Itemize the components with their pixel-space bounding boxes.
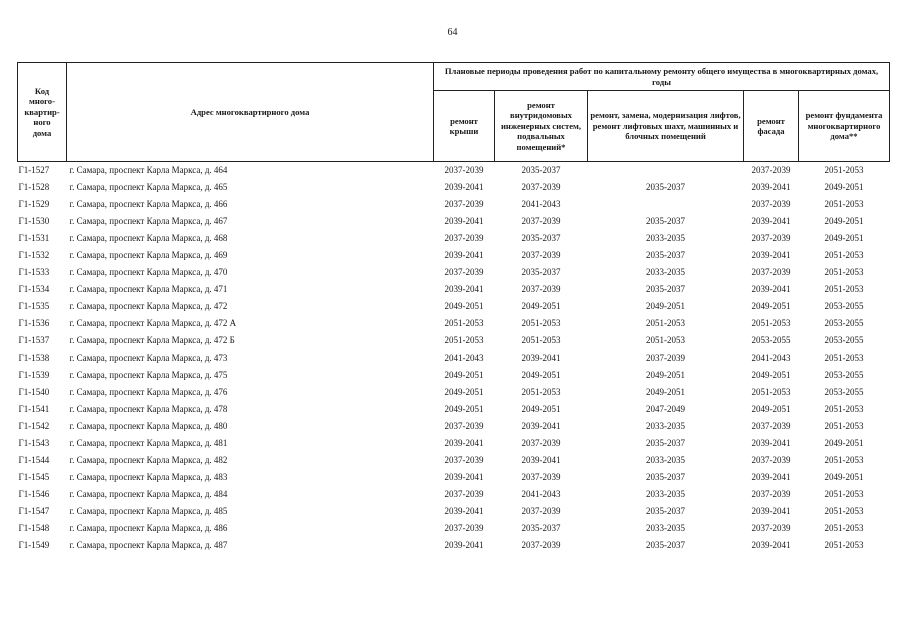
- cell-systems: 2035-2037: [495, 162, 588, 180]
- cell-roof: 2039-2041: [444, 505, 484, 516]
- cell-code: Г1-1548: [18, 523, 50, 533]
- cell-foundation: 2049-2051: [824, 437, 864, 448]
- cell-roof: 2037-2039: [444, 267, 484, 278]
- cell-address: г. Самара, проспект Карла Маркса, д. 472 А: [69, 318, 237, 329]
- header-code-line: ного: [33, 117, 51, 128]
- cell-facade: 2039-2041: [751, 250, 791, 261]
- cell-address: г. Самара, проспект Карла Маркса, д. 470: [69, 267, 228, 278]
- table-row: [18, 350, 890, 367]
- cell-address: г. Самара, проспект Карла Маркса, д. 467: [69, 216, 228, 227]
- header-facade: ремонт фасада: [744, 91, 799, 162]
- table-row: [18, 401, 890, 418]
- cell-facade: 2037-2039: [751, 488, 791, 499]
- cell-facade: 2039-2041: [751, 284, 791, 295]
- cell-lift: 2047-2049: [646, 403, 685, 414]
- cell-roof: 2039-2041: [444, 437, 484, 448]
- cell-address: г. Самара, проспект Карла Маркса, д. 473: [69, 352, 228, 363]
- table-row: [18, 196, 890, 213]
- cell-lift: 2035-2037: [646, 540, 685, 551]
- cell-code: Г1-1543: [18, 437, 50, 448]
- cell-foundation: 2049-2051: [824, 216, 864, 227]
- table-body: [18, 162, 890, 555]
- table-row: [18, 486, 890, 503]
- cell-address: г. Самара, проспект Карла Маркса, д. 476: [69, 386, 228, 397]
- cell-facade: 2037-2039: [751, 267, 791, 278]
- cell-lift: 2035-2037: [646, 284, 685, 295]
- cell-systems: 2039-2041: [521, 420, 561, 431]
- cell-code: Г1-1532: [18, 250, 50, 261]
- header-address: Адрес многоквартирного дома: [67, 63, 434, 162]
- cell-roof: 2037-2039: [444, 420, 484, 431]
- cell-address: г. Самара, проспект Карла Маркса, д. 471: [69, 284, 228, 295]
- cell-address: г. Самара, проспект Карла Маркса, д. 485: [69, 505, 228, 516]
- cell-foundation: 2053-2055: [824, 369, 864, 380]
- cell-foundation: 2053-2055: [824, 301, 864, 312]
- cell-code: Г1-1538: [18, 352, 50, 363]
- cell-address: г. Самара, проспект Карла Маркса, д. 482: [69, 454, 228, 465]
- header-code: [18, 63, 67, 162]
- cell-code: Г1-1528: [18, 182, 50, 193]
- cell-code: Г1-1547: [18, 505, 50, 516]
- cell-address: г. Самара, проспект Карла Маркса, д. 466: [69, 199, 228, 210]
- cell-lift: 2035-2037: [646, 505, 685, 516]
- cell-code: Г1-1540: [18, 386, 50, 397]
- cell-lift: 2033-2035: [646, 488, 685, 499]
- table-row: [18, 520, 890, 537]
- cell-address: г. Самара, проспект Карла Маркса, д. 486: [69, 523, 228, 533]
- cell-lift: 2035-2037: [646, 250, 685, 261]
- cell-foundation: 2051-2053: [824, 540, 864, 551]
- header-periods: Плановые периоды проведения работ по капитальному ремонту общего имущества в многоквартирных домах, годы: [434, 63, 890, 91]
- cell-code: Г1-1531: [18, 233, 50, 244]
- cell-address: г. Самара, проспект Карла Маркса, д. 468: [69, 233, 228, 244]
- cell-foundation: 2051-2053: [824, 199, 864, 210]
- cell-systems: 2039-2041: [521, 454, 561, 465]
- cell-roof: 2037-2039: [444, 523, 484, 533]
- cell-lift: [588, 162, 744, 180]
- cell-facade: 2049-2051: [751, 369, 791, 380]
- cell-lift: 2033-2035: [646, 267, 685, 278]
- cell-foundation: 2053-2055: [824, 386, 864, 397]
- cell-lift: 2049-2051: [646, 386, 685, 397]
- cell-systems: 2041-2043: [521, 199, 561, 210]
- cell-roof: 2039-2041: [444, 284, 484, 295]
- table-row: [18, 162, 890, 180]
- table-row: [18, 452, 890, 469]
- cell-foundation: 2051-2053: [824, 267, 864, 278]
- header-code-line: Код: [34, 85, 50, 96]
- table-row: [18, 247, 890, 264]
- cell-systems: 2035-2037: [521, 267, 561, 278]
- cell-address: г. Самара, проспект Карла Маркса, д. 481: [69, 437, 228, 448]
- cell-facade: 2037-2039: [751, 454, 791, 465]
- cell-roof: 2051-2053: [444, 318, 484, 329]
- cell-lift: 2051-2053: [646, 318, 685, 329]
- cell-systems: 2037-2039: [521, 182, 561, 193]
- cell-facade: 2049-2051: [751, 301, 791, 312]
- cell-code: Г1-1529: [18, 199, 50, 210]
- table-row: [18, 537, 890, 554]
- cell-facade: 2037-2039: [751, 199, 791, 210]
- cell-address: г. Самара, проспект Карла Маркса, д. 487: [69, 540, 228, 551]
- cell-roof: 2049-2051: [444, 369, 484, 380]
- cell-foundation: 2051-2053: [824, 488, 864, 499]
- cell-foundation: 2051-2053: [824, 523, 864, 533]
- cell-lift: 2035-2037: [646, 216, 685, 227]
- cell-foundation: 2049-2051: [824, 233, 864, 244]
- cell-foundation: 2051-2053: [824, 454, 864, 465]
- header-lift: ремонт, замена, модернизация лифтов, ремонт лифтовых шахт, машинных и блочных помещений: [588, 91, 744, 162]
- table-row: [18, 315, 890, 332]
- cell-systems: 2035-2037: [521, 523, 561, 533]
- cell-roof: 2039-2041: [444, 540, 484, 551]
- table-row: [18, 264, 890, 281]
- cell-facade: 2039-2041: [751, 437, 791, 448]
- table-row: [18, 435, 890, 452]
- cell-lift: 2033-2035: [646, 420, 685, 431]
- cell-foundation: 2051-2053: [824, 250, 864, 261]
- cell-foundation: 2051-2053: [824, 284, 864, 295]
- cell-lift: 2049-2051: [646, 301, 685, 312]
- cell-facade: 2049-2051: [751, 403, 791, 414]
- cell-systems: 2037-2039: [521, 540, 561, 551]
- cell-facade: 2041-2043: [751, 352, 791, 363]
- cell-systems: 2037-2039: [521, 284, 561, 295]
- cell-roof: 2037-2039: [434, 162, 495, 180]
- cell-lift: 2035-2037: [646, 182, 685, 193]
- cell-address: г. Самара, проспект Карла Маркса, д. 469: [69, 250, 228, 261]
- cell-address: г. Самара, проспект Карла Маркса, д. 472 Б: [69, 335, 235, 346]
- cell-systems: 2037-2039: [521, 250, 561, 261]
- cell-systems: 2051-2053: [521, 335, 561, 346]
- cell-code: Г1-1541: [18, 403, 50, 414]
- header-roof: ремонт крыши: [434, 91, 495, 162]
- cell-lift: 2033-2035: [646, 454, 685, 465]
- cell-lift: 2051-2053: [646, 335, 685, 346]
- cell-roof: 2051-2053: [444, 335, 484, 346]
- cell-facade: 2039-2041: [751, 471, 791, 482]
- cell-code: Г1-1539: [18, 369, 50, 380]
- cell-address: г. Самара, проспект Карла Маркса, д. 483: [69, 471, 228, 482]
- cell-roof: 2037-2039: [444, 199, 484, 210]
- table-row: [18, 367, 890, 384]
- cell-address: г. Самара, проспект Карла Маркса, д. 475: [69, 369, 228, 380]
- cell-address: г. Самара, проспект Карла Маркса, д. 465: [69, 182, 228, 193]
- cell-facade: 2053-2055: [751, 335, 791, 346]
- cell-roof: 2037-2039: [444, 488, 484, 499]
- cell-code: Г1-1544: [18, 454, 50, 465]
- cell-systems: 2049-2051: [521, 369, 561, 380]
- cell-lift: 2033-2035: [646, 233, 685, 244]
- cell-facade: 2037-2039: [751, 420, 791, 431]
- cell-facade: 2039-2041: [751, 182, 791, 193]
- cell-roof: 2039-2041: [444, 471, 484, 482]
- table-row: [18, 298, 890, 315]
- cell-address: г. Самара, проспект Карла Маркса, д. 464: [67, 162, 434, 180]
- cell-systems: 2037-2039: [521, 216, 561, 227]
- cell-roof: 2041-2043: [444, 352, 484, 363]
- table-row: [18, 503, 890, 520]
- table-row: [18, 213, 890, 230]
- table-row: [18, 230, 890, 247]
- header-foundation: ремонт фундамента многоквартирного дома**: [799, 91, 890, 162]
- table-row: [18, 281, 890, 298]
- cell-facade: 2051-2053: [751, 386, 791, 397]
- cell-code: Г1-1535: [18, 301, 50, 312]
- cell-roof: 2049-2051: [444, 301, 484, 312]
- cell-code: Г1-1536: [18, 318, 50, 329]
- page-number: 64: [447, 27, 458, 38]
- cell-foundation: 2053-2055: [824, 335, 864, 346]
- cell-code: Г1-1546: [18, 488, 50, 499]
- cell-systems: 2037-2039: [521, 505, 561, 516]
- cell-lift: 2049-2051: [646, 369, 685, 380]
- cell-facade: 2039-2041: [751, 216, 791, 227]
- cell-systems: 2049-2051: [521, 403, 561, 414]
- cell-systems: 2035-2037: [521, 233, 561, 244]
- cell-address: г. Самара, проспект Карла Маркса, д. 480: [69, 420, 228, 431]
- cell-roof: 2039-2041: [444, 216, 484, 227]
- cell-address: г. Самара, проспект Карла Маркса, д. 484: [69, 488, 228, 499]
- cell-facade: 2037-2039: [751, 523, 791, 533]
- cell-address: г. Самара, проспект Карла Маркса, д. 478: [69, 403, 228, 414]
- cell-foundation: 2049-2051: [824, 182, 864, 193]
- cell-roof: 2049-2051: [444, 386, 484, 397]
- cell-facade: 2039-2041: [751, 540, 791, 551]
- cell-code: Г1-1533: [18, 267, 50, 278]
- cell-foundation: 2051-2053: [824, 352, 864, 363]
- cell-lift: 2033-2035: [646, 523, 685, 533]
- cell-foundation: 2049-2051: [824, 471, 864, 482]
- table-row: [18, 332, 890, 349]
- cell-code: Г1-1537: [18, 335, 50, 346]
- cell-address: г. Самара, проспект Карла Маркса, д. 472: [69, 301, 228, 312]
- cell-roof: 2039-2041: [444, 250, 484, 261]
- cell-systems: 2051-2053: [521, 386, 561, 397]
- table-row: [18, 469, 890, 486]
- cell-roof: 2037-2039: [444, 233, 484, 244]
- header-systems: ремонт внутридомовых инженерных систем, подвальных помещений*: [495, 91, 588, 162]
- cell-lift: 2037-2039: [646, 352, 685, 363]
- cell-facade: 2051-2053: [751, 318, 791, 329]
- cell-lift: [588, 196, 744, 213]
- cell-facade: 2039-2041: [751, 505, 791, 516]
- cell-code: Г1-1549: [18, 540, 50, 551]
- header-code-line: квартир-: [24, 106, 60, 117]
- cell-foundation: 2051-2053: [824, 420, 864, 431]
- cell-systems: 2051-2053: [521, 318, 561, 329]
- cell-roof: 2037-2039: [444, 454, 484, 465]
- cell-code: Г1-1530: [18, 216, 50, 227]
- table-row: [18, 384, 890, 401]
- cell-lift: 2035-2037: [646, 437, 685, 448]
- cell-code: Г1-1545: [18, 471, 50, 482]
- header-code-line: дома: [32, 127, 52, 138]
- cell-foundation: 2051-2053: [799, 162, 890, 180]
- cell-code: Г1-1542: [18, 420, 50, 431]
- cell-code: Г1-1534: [18, 284, 50, 295]
- cell-foundation: 2053-2055: [824, 318, 864, 329]
- cell-roof: 2039-2041: [444, 182, 484, 193]
- cell-systems: 2041-2043: [521, 488, 561, 499]
- cell-lift: 2035-2037: [646, 471, 685, 482]
- cell-systems: 2049-2051: [521, 301, 561, 312]
- cell-code: Г1-1527: [18, 162, 67, 180]
- header-code-line: много-: [29, 96, 55, 107]
- cell-facade: 2037-2039: [744, 162, 799, 180]
- table-row: [18, 179, 890, 196]
- cell-systems: 2039-2041: [521, 352, 561, 363]
- cell-foundation: 2051-2053: [824, 403, 864, 414]
- cell-systems: 2037-2039: [521, 471, 561, 482]
- repair-schedule-table: [17, 62, 890, 554]
- cell-roof: 2049-2051: [444, 403, 484, 414]
- cell-foundation: 2051-2053: [824, 505, 864, 516]
- cell-facade: 2037-2039: [751, 233, 791, 244]
- cell-systems: 2037-2039: [521, 437, 561, 448]
- table-row: [18, 418, 890, 435]
